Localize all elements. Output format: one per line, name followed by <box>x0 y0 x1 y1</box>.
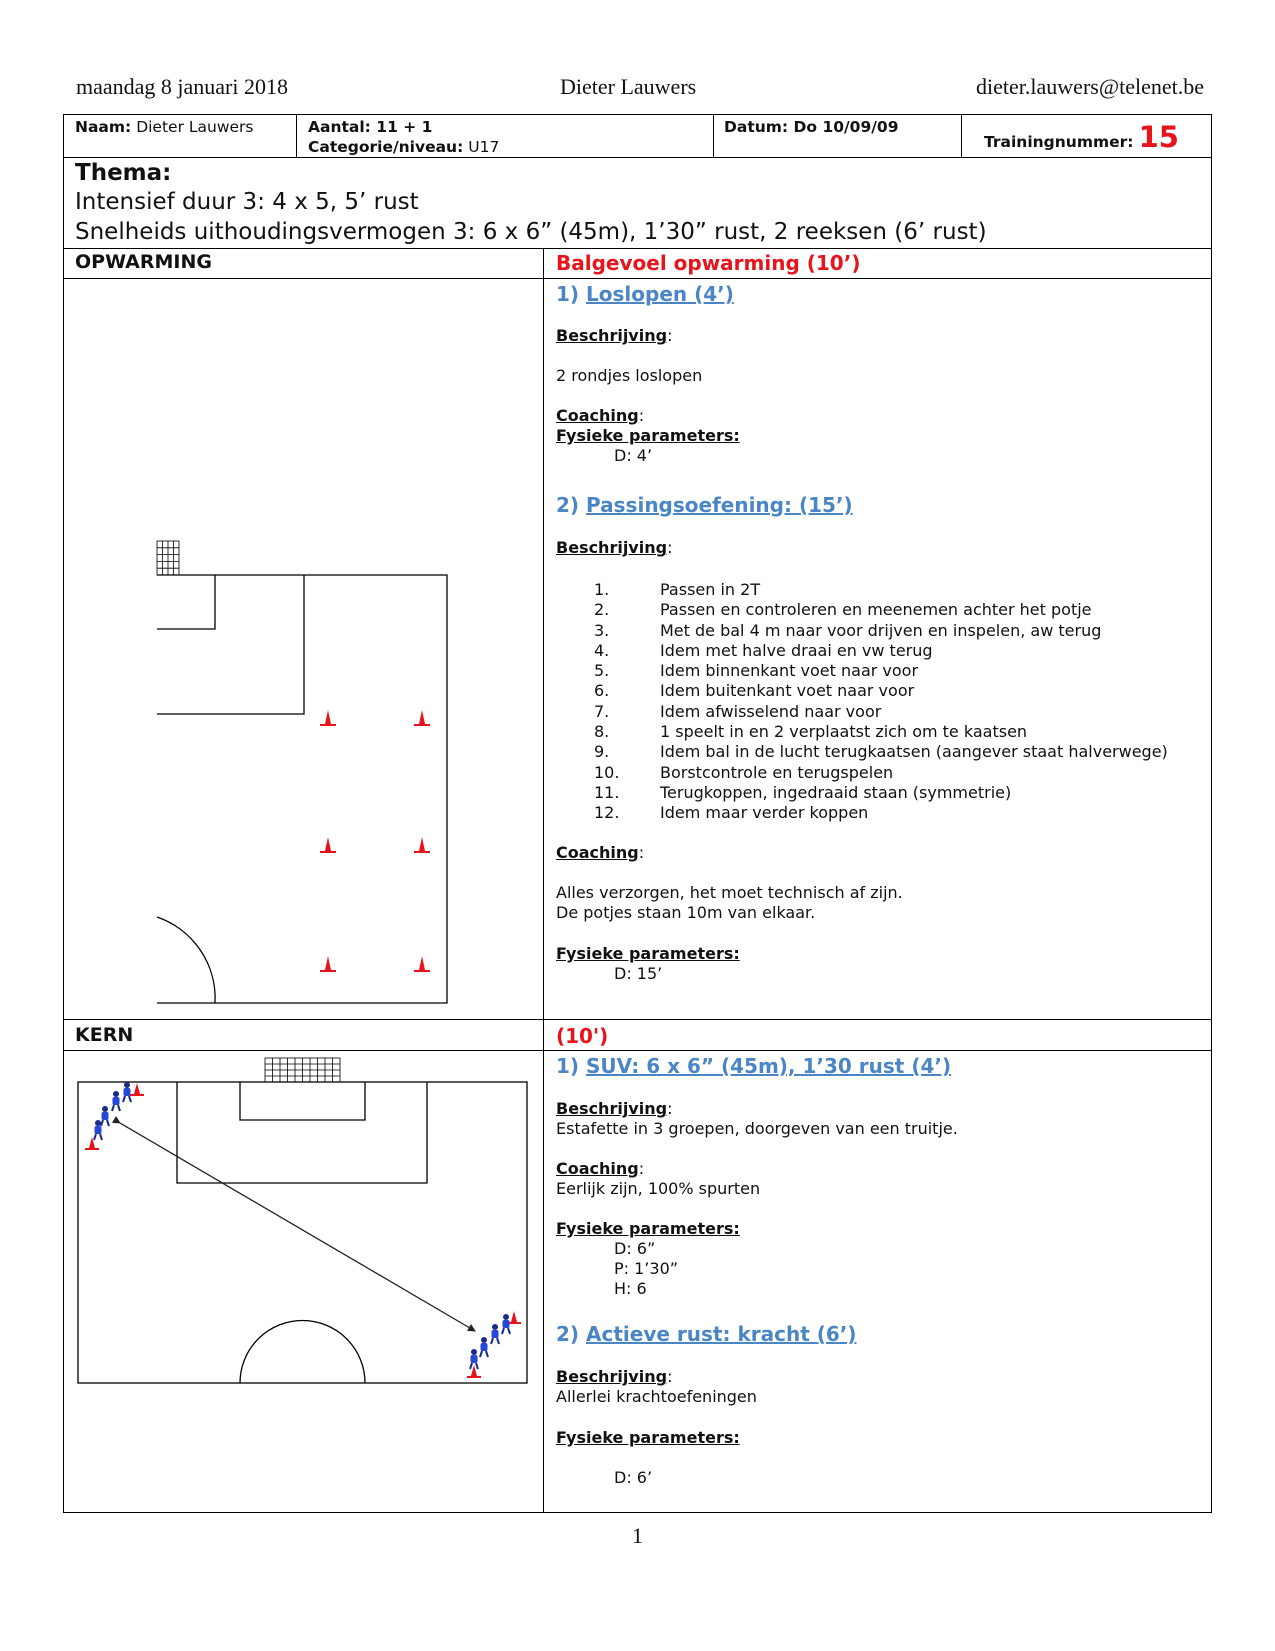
list-item-text: Met de bal 4 m naar voor drijven en inspelen, aw terug <box>660 620 1102 640</box>
opwarming-ex2-num: 2) <box>556 493 580 517</box>
list-item-number: 4. <box>594 640 610 660</box>
kern-ex2-d: D: 6’ <box>614 1468 653 1487</box>
list-item <box>586 621 1168 641</box>
player-icon <box>480 1337 488 1357</box>
opwarming-ex2-name: Passingsoefening: (15’) <box>586 493 853 517</box>
list-item-text: 1 speelt in en 2 verplaatst zich om te kaatsen <box>660 722 1028 742</box>
opwarming-ex1-num: 1) <box>556 282 580 306</box>
list-item-text: Idem buitenkant voet naar voor <box>660 681 915 701</box>
trainingnummer-label: Trainingnummer: <box>984 133 1134 151</box>
opwarming-title: Balgevoel opwarming (10’) <box>556 251 861 275</box>
naam-field <box>75 118 254 136</box>
opwarming-ex1-d: D: 4’ <box>614 446 653 465</box>
opwarming-ex2-coaching-line-2: De potjes staan 10m van elkaar. <box>556 903 816 922</box>
kern-field-diagram <box>70 1053 535 1393</box>
field-boundary <box>78 1082 527 1383</box>
trainingnummer-field <box>984 120 1179 154</box>
kern-ex1-fysieke-heading: Fysieke parameters: <box>556 1219 740 1238</box>
kern-ex2-name: Actieve rust: kracht (6’) <box>586 1322 857 1346</box>
datum-field <box>724 118 898 136</box>
kern-ex1-d: D: 6” <box>614 1239 656 1258</box>
list-item <box>586 722 1168 742</box>
opwarming-ex1-beschrijving-heading <box>556 326 672 346</box>
list-item <box>586 783 1168 803</box>
beschrijving-label: Beschrijving <box>556 326 668 345</box>
opwarming-ex2-title <box>556 493 853 517</box>
list-item <box>586 641 1168 661</box>
opwarming-ex2-coaching-line-1: Alles verzorgen, het moet technisch af zijn. <box>556 883 903 902</box>
beschrijving-label: Beschrijving <box>556 1367 668 1386</box>
aantal-label: Aantal: <box>308 118 371 136</box>
opwarming-ex2-fysieke-heading: Fysieke parameters: <box>556 944 740 963</box>
field-boundary <box>157 575 447 1003</box>
list-item-text: Idem afwisselend naar voor <box>660 701 882 721</box>
page-number: 1 <box>632 1523 643 1548</box>
list-item-text: Idem maar verder koppen <box>660 803 869 823</box>
kern-label: KERN <box>75 1024 134 1046</box>
colon: : <box>667 1367 673 1386</box>
goal-area-line <box>157 575 215 629</box>
coaching-label: Coaching <box>556 406 639 425</box>
opwarming-ex1-beschrijving: 2 rondjes loslopen <box>556 366 703 385</box>
thema-line-2: Snelheids uithoudingsvermogen 3: 6 x 6” (45m), 1’30” rust, 2 reeksen (6’ rust) <box>75 219 987 245</box>
coaching-label: Coaching <box>556 843 639 862</box>
page-header <box>76 74 1204 104</box>
list-item-text: Passen en controleren en meenemen achter het potje <box>660 600 1092 620</box>
list-item-number: 11. <box>594 782 620 802</box>
kern-ex2-beschrijving: Allerlei krachtoefeningen <box>556 1387 757 1406</box>
coaching-label: Coaching <box>556 1159 639 1178</box>
goal-area-line <box>240 1082 365 1120</box>
beschrijving-label: Beschrijving <box>556 538 668 557</box>
list-item <box>586 681 1168 701</box>
cones <box>320 710 430 972</box>
datum-value: Do 10/09/09 <box>793 118 899 136</box>
center-arc <box>157 917 215 1003</box>
kern-ex1-beschrijving: Estafette in 3 groepen, doorgeven van een truitje. <box>556 1119 958 1138</box>
colon: : <box>638 406 645 425</box>
kern-ex2-title <box>556 1322 857 1346</box>
kern-ex1-beschrijving-heading <box>556 1099 672 1119</box>
list-item <box>586 702 1168 722</box>
categorie-label: Categorie/niveau: <box>308 138 464 156</box>
list-item <box>586 600 1168 620</box>
list-item-number: 6. <box>594 681 610 701</box>
list-item-text: Borstcontrole en terugspelen <box>660 762 894 782</box>
penalty-area-line <box>177 1082 427 1183</box>
list-item-number: 5. <box>594 661 610 681</box>
colon: : <box>667 1099 673 1118</box>
cone-icon <box>414 837 430 853</box>
kern-ex1-h: H: 6 <box>614 1279 647 1298</box>
list-item <box>586 742 1168 762</box>
goal-net-icon <box>157 541 179 575</box>
player-icon <box>101 1106 109 1126</box>
list-item-text: Idem bal in de lucht terugkaatsen (aangever staat halverwege) <box>660 742 1168 762</box>
player-icon <box>491 1324 499 1344</box>
list-item-text: Idem binnenkant voet naar voor <box>660 661 919 681</box>
list-item <box>586 803 1168 823</box>
cone-icon <box>320 710 336 726</box>
opwarming-field-diagram <box>140 530 460 1010</box>
player-icon <box>94 1120 102 1140</box>
opwarming-ex2-d: D: 15’ <box>614 964 663 983</box>
opwarming-label: OPWARMING <box>75 251 212 273</box>
aantal-field <box>308 118 432 136</box>
list-item-text: Terugkoppen, ingedraaid staan (symmetrie) <box>660 782 1012 802</box>
aantal-value: 11 + 1 <box>376 118 433 136</box>
kern-ex1-title <box>556 1054 951 1078</box>
naam-label: Naam: <box>75 118 132 136</box>
penalty-area-line <box>157 575 304 714</box>
colon: : <box>638 843 645 862</box>
categorie-value: U17 <box>468 138 500 156</box>
cone-icon <box>467 1365 481 1378</box>
opwarming-ex1-title <box>556 282 734 306</box>
header-date: maandag 8 januari 2018 <box>76 74 288 99</box>
opwarming-ex1-coaching-heading <box>556 406 644 426</box>
players <box>94 1082 510 1369</box>
thema-line-1: Intensief duur 3: 4 x 5, 5’ rust <box>75 189 419 215</box>
kern-ex1-coaching: Eerlijk zijn, 100% spurten <box>556 1179 761 1198</box>
list-item-number: 1. <box>594 580 610 599</box>
list-item-number: 8. <box>594 722 610 742</box>
header-email: dieter.lauwers@telenet.be <box>976 74 1204 99</box>
cone-icon <box>130 1083 144 1096</box>
kern-title: (10') <box>556 1024 609 1048</box>
colon: : <box>667 326 673 345</box>
colon: : <box>638 1159 645 1178</box>
opwarming-ex2-list <box>586 580 1168 824</box>
beschrijving-label: Beschrijving <box>556 1099 668 1118</box>
list-item-number: 12. <box>594 803 620 823</box>
datum-label: Datum: <box>724 118 789 136</box>
colon: : <box>667 538 673 557</box>
cone-icon <box>85 1137 99 1150</box>
list-item-number: 3. <box>594 620 610 640</box>
thema-label: Thema: <box>75 160 172 186</box>
list-item <box>586 763 1168 783</box>
kern-ex1-name: SUV: 6 x 6” (45m), 1’30 rust (4’) <box>586 1054 952 1078</box>
list-item-number: 7. <box>594 701 610 721</box>
list-item-text: Idem met halve draai en vw terug <box>660 640 933 660</box>
kern-ex2-beschrijving-heading <box>556 1367 672 1387</box>
list-item-number: 9. <box>594 742 610 762</box>
goal-net-icon <box>265 1058 340 1082</box>
trainingnummer-value: 15 <box>1138 120 1179 154</box>
opwarming-ex2-coaching-heading <box>556 843 644 863</box>
kern-ex2-fysieke-heading: Fysieke parameters: <box>556 1428 740 1447</box>
player-icon <box>502 1314 510 1334</box>
opwarming-ex2-beschrijving-heading <box>556 538 672 558</box>
cone-icon <box>414 710 430 726</box>
list-item <box>586 661 1168 681</box>
sprint-arrow <box>120 1123 475 1331</box>
header-author: Dieter Lauwers <box>560 74 697 99</box>
cone-icon <box>320 837 336 853</box>
center-circle-arc <box>240 1321 365 1384</box>
kern-ex1-num: 1) <box>556 1054 580 1078</box>
opwarming-ex1-name: Loslopen (4’) <box>586 282 734 306</box>
list-item-text: Passen in 2T <box>660 580 761 599</box>
cone-icon <box>320 956 336 972</box>
kern-ex1-coaching-heading <box>556 1159 644 1179</box>
kern-ex1-p: P: 1’30” <box>614 1259 679 1278</box>
opwarming-ex1-fysieke-heading: Fysieke parameters: <box>556 426 740 445</box>
list-item-number: 10. <box>594 762 620 782</box>
player-icon <box>123 1082 131 1102</box>
cone-icon <box>414 956 430 972</box>
player-icon <box>112 1091 120 1111</box>
naam-value: Dieter Lauwers <box>136 118 254 136</box>
list-item <box>586 580 1168 600</box>
kern-ex2-num: 2) <box>556 1322 580 1346</box>
list-item-number: 2. <box>594 600 610 620</box>
categorie-field <box>308 138 499 156</box>
